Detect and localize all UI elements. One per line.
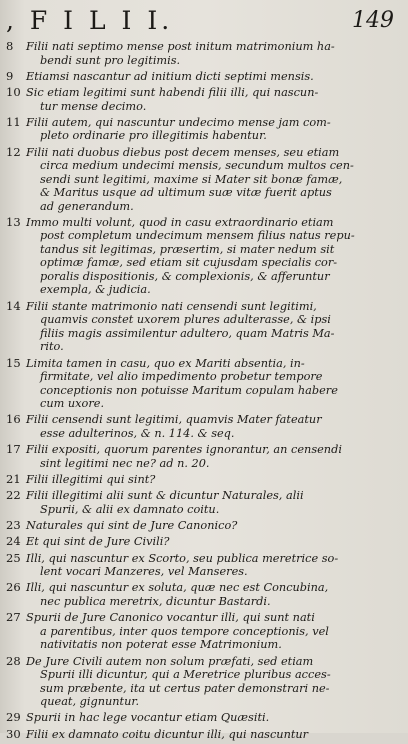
entry [0,216,408,297]
entry-number: 9 [6,68,14,83]
entry-text [26,552,396,579]
entry-text [26,535,396,549]
entry-line: pleto ordinarie pro illegitimis habentur. [40,129,267,143]
entry-text [26,116,396,143]
entry-line: Illi, qui nascuntur ex soluta, quæ nec est Concubina, [26,581,329,595]
entry-line: De Jure Civili autem non solum præfati, sed etiam [26,654,314,668]
entry-number: 11 [6,114,21,129]
entry-line: Limita tamen in casu, quo ex Mariti absentia, in- [26,356,305,370]
entry-line: exempla, & judicia. [40,283,151,297]
entry-line: Illi, qui nascuntur ex Scorto, seu publica meretrice so- [26,551,339,565]
entry-line: Sic etiam legitimi sunt habendi filii illi, qui nascun- [26,86,319,100]
entry [0,535,408,549]
entry-number: 26 [6,580,21,595]
entry [0,581,408,608]
entry-text [26,413,396,440]
entry-text [26,216,396,297]
entry-line: Filii nati duobus diebus post decem menses, seu etiam [26,145,340,159]
entry [0,70,408,84]
entry [0,473,408,487]
entry-line: a parentibus, inter quos tempore conceptionis, vel [40,624,329,638]
running-head [0,4,408,40]
entry-text [26,300,396,354]
entry-number: 13 [6,214,21,229]
entry [0,357,408,411]
entry-line: cum uxore. [40,397,105,411]
entry-line: queat, gignuntur. [40,695,140,709]
entry-line: tandus sit legitimas, præsertim, si mater nedum sit [40,242,335,256]
entry-line: Filii autem, qui nascuntur undecimo mense jam com- [26,115,331,129]
entry-text [26,70,396,84]
entry-line: nativitatis non poterat esse Matrimonium. [40,638,282,652]
entry-line: Spurii de Jure Canonico vocantur illi, qui sunt nati [26,611,315,625]
entry-number: 29 [6,710,21,725]
entry [0,413,408,440]
entry-line: Filii censendi sunt legitimi, quamvis Mater fateatur [26,413,322,427]
entry-line: lent vocari Manzeres, vel Manseres. [40,565,248,579]
entry-number: 15 [6,355,21,370]
entry-line: Et qui sint de Jure Civili? [26,535,170,549]
entry-number: 21 [6,471,21,486]
entry-line: Filii illegitimi qui sint? [26,472,156,486]
entry-text [26,711,396,725]
entry [0,552,408,579]
entry-line: sint legitimi nec ne? ad n. 20. [40,456,210,470]
entry-line: Spurii in hac lege vocantur etiam Quæsiti. [26,711,270,725]
running-title: , F I L I I. [6,6,174,35]
entry [0,40,408,67]
entry-line: esse adulterinos, & n. 114. & seq. [40,426,235,440]
entry [0,443,408,470]
entry-line: Filii nati septimo mense post initum matrimonium ha- [26,40,335,53]
entry-number: 14 [6,298,21,313]
entry-line: & Maritus usque ad ultimum suæ vitæ fuerit aptus [40,186,332,200]
entry-number: 24 [6,534,21,549]
entry-line: quamvis constet uxorem plures adulterasse, & ipsi [40,313,331,327]
entry-text [26,146,396,214]
entry-text [26,473,396,487]
entry-number: 23 [6,518,21,533]
entry-number: 8 [6,39,14,53]
entry-line: tur mense decimo. [40,99,147,113]
entry-text [26,655,396,709]
entry-number: 28 [6,653,21,668]
entry [0,489,408,516]
entry-text [26,86,396,113]
entry-line: nec publica meretrix, dicuntur Bastardi. [40,594,271,608]
entry-text [26,357,396,411]
entry-line: Naturales qui sint de Jure Canonico? [26,519,238,533]
entry [0,116,408,143]
entry-number: 16 [6,412,21,427]
entry-number: 12 [6,144,21,159]
entry [0,711,408,725]
entry-line: optimæ famæ, sed etiam sit cujusdam specialis cor- [40,256,338,270]
entry-text [26,728,396,742]
entry-line: Filii stante matrimonio nati censendi sunt legitimi, [26,299,317,313]
entry-line: post completum undecimum mensem filius natus repu- [40,229,355,243]
entry-line: ad generandum. [40,199,134,213]
entry-line: Etiamsi nascantur ad initium dicti septimi mensis. [26,69,314,83]
entry [0,655,408,709]
entry-text [26,40,396,67]
entry [0,86,408,113]
entry-line: poralis dispositionis, & complexionis, & afferuntur [40,269,330,283]
entry-line: bendi sunt pro legitimis. [40,53,181,67]
entry-number: 30 [6,726,21,741]
entry [0,519,408,533]
entry-number: 22 [6,488,21,503]
entry-line: Spurii illi dicuntur, qui a Meretrice pluribus acces- [40,668,331,682]
entry-line: sendi sunt legitimi, maxime si Mater sit bonæ famæ, [40,172,343,186]
entry-text [26,581,396,608]
entry [0,611,408,652]
entry-line: circa medium undecimi mensis, secundum multos cen- [40,159,354,173]
entry-text [26,519,396,533]
entry-number: 17 [6,442,21,457]
entry-line: filiis magis assimilentur adultero, quam Matris Ma- [40,326,335,340]
numbered-entries [0,40,408,744]
entry [0,728,408,742]
entry [0,146,408,214]
entry-number: 27 [6,610,21,625]
entry-line: Filii ex damnato coitu dicuntur illi, qui nascuntur [26,727,309,741]
entry-text [26,443,396,470]
entry-number: 25 [6,550,21,565]
entry-line: Immo multi volunt, quod in casu extraordinario etiam [26,215,334,229]
entry-line: Filii illegitimi alii sunt & dicuntur Naturales, alii [26,489,304,503]
entry-line: rito. [40,340,64,354]
page-number: 149 [352,8,394,33]
entry-line: firmitate, vel alio impedimento probetur tempore [40,370,323,384]
entry-text [26,489,396,516]
entry-line: sum præbente, ita ut certus pater demonstrari ne- [40,681,330,695]
entry-line: Filii expositi, quorum parentes ignorantur, an censendi [26,443,342,457]
entry-line: conceptionis non potuisse Maritum copulam habere [40,383,338,397]
entry-text [26,611,396,652]
entry-number: 10 [6,85,21,100]
entry-line: Spurii, & alii ex damnato coitu. [40,502,220,516]
entry [0,300,408,354]
